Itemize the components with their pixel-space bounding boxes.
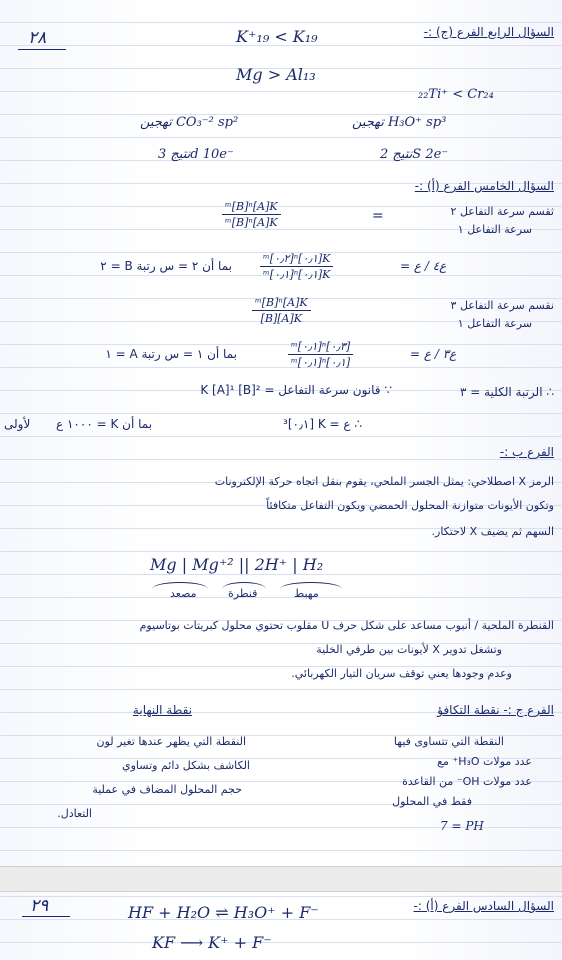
endpoint-heading: نقطة النهاية (132, 703, 192, 717)
rate-law: ∵ قانون سرعة التفاعل = K [A]¹ [B]² (200, 383, 392, 397)
equation-line: ₂₂Ti⁺ < Cr₂₄ (418, 87, 494, 102)
k-expression: ∴ ع = K [٠٫١]³ (283, 417, 362, 431)
page-number: ٢٨ (28, 28, 47, 48)
electron-line: نتيج 2S 2e⁻ (380, 147, 449, 162)
equivalence-text: النقطة التي تتساوى فيها (393, 735, 504, 748)
equals-sign: = (372, 208, 384, 224)
fraction-numerator: ᵐ[٠٫١]ⁿ[٠٫٣] (288, 340, 353, 355)
equation-line: K⁺₁₉ < K₁₉ (236, 27, 318, 46)
cell-label-bridge: قنطرة (228, 587, 258, 600)
rate-fraction (288, 340, 353, 369)
fraction-denominator: [B][A]K (260, 312, 303, 325)
rate-fraction (222, 200, 281, 229)
endpoint-text: حجم المحلول المضاف في عملية (92, 783, 242, 796)
section-heading-b: الفرع ب :- (499, 445, 554, 459)
fraction-numerator: ᵐ[٠٫٢]ⁿ[٠٫١]K (260, 252, 333, 267)
fraction-numerator: ᵐ[B]ⁿ[A]K (222, 200, 281, 215)
equivalence-text: عدد مولات H₃O⁺ مع (437, 755, 532, 768)
ratio-label: ثقسم سرعة التفاعل ٢ (450, 205, 554, 218)
fraction-denominator: ᵐ[B]ⁿ[A]K (225, 216, 278, 229)
rate-fraction (252, 296, 311, 325)
text-line: وتشغل تدوير X لأيونات بين طرفي الخلية (316, 643, 502, 656)
page-number: ٢٩ (30, 896, 49, 916)
order-result: بما أن ١ = س رتبة A = ١ (105, 347, 237, 361)
ph-value: 7 = PH (440, 819, 484, 833)
ratio-label: نقسم سرعة التفاعل ٣ (450, 299, 554, 312)
section-heading-q6: السؤال السادس الفرع (أ) :- (413, 899, 554, 913)
text-line: وتكون الأيونات متوازنة المحلول الحمضي ويكون التفاعل متكافئاً (266, 499, 554, 512)
page-number-underline (18, 49, 66, 50)
section-heading-q4: السؤال الرابع الفرع (ج) :- (423, 25, 554, 39)
cell-notation: Mg | Mg⁺² || 2H⁺ | H₂ (150, 555, 324, 574)
text-line: الرمز X اصطلاحي: يمثل الجسر الملحي، يقوم بنقل اتجاه حركة الإلكترونات (214, 475, 554, 488)
hybridization-line: تهجين H₃O⁺ sp³ (352, 115, 447, 130)
page-separator (0, 866, 562, 892)
endpoint-text: التعادل. (57, 807, 92, 820)
rate-ratio: = ع٣ / ع (410, 347, 457, 361)
rate-ratio: = ع٤ / ع (400, 259, 447, 273)
k-tail: لأولى (4, 417, 31, 431)
rate-fraction (260, 252, 333, 281)
total-order: ∴ الرتبة الكلية = ٣ (459, 385, 554, 399)
text-line: القنطرة الملحية / أنبوب مساعد على شكل حرف U مقلوب تحتوي محلول كبريتات بوتاسيوم (139, 619, 554, 632)
section-heading-c: الفرع ج :- نقطة التكافؤ (437, 703, 554, 717)
hybridization-line: تهجين CO₃⁻² sp² (140, 115, 239, 130)
endpoint-text: الكاشف بشكل دائم وتساوي (121, 759, 250, 772)
cell-label-cathode: مهبط (294, 587, 319, 600)
ratio-sublabel: سرعة التفاعل ١ (457, 317, 532, 330)
endpoint-text: النقطة التي يظهر عندها تغير لون (96, 735, 246, 748)
dissociation-equation: KF ⟶ K⁺ + F⁻ (152, 933, 272, 952)
fraction-numerator: ᵐ[B]ⁿ[A]K (252, 296, 311, 311)
equation-line: Mg > Al₁₃ (236, 65, 316, 84)
fraction-denominator: ᵐ[٠٫١]ⁿ[٠٫١]K (263, 268, 331, 281)
ratio-sublabel: سرعة التفاعل ١ (457, 223, 532, 236)
equilibrium-equation: HF + H₂O ⇌ H₃O⁺ + F⁻ (128, 903, 319, 922)
k-value: بما أن K = ١٠٠٠ ع (56, 417, 153, 431)
section-heading-q5: السؤال الخامس الفرع (أ) :- (414, 179, 554, 193)
text-line: وعدم وجودها يعني توقف سريان التيار الكهربائي. (291, 667, 512, 680)
cell-label-anode: مصعد (170, 587, 197, 600)
fraction-denominator: ᵐ[٠٫١]ⁿ[٠٫١] (291, 356, 351, 369)
text-line: السهم ثم يضيف X لاحتكار. (431, 525, 554, 538)
order-result: بما أن ٢ = س رتبة B = ٢ (100, 259, 232, 273)
electron-line: نتيج 3d 10e⁻ (158, 147, 234, 162)
page-number-underline (22, 916, 70, 917)
equivalence-text: فقط في المحلول (392, 795, 472, 808)
equivalence-text: عدد مولات OH⁻ من القاعدة (402, 775, 532, 788)
notebook-page-29 (0, 890, 562, 960)
